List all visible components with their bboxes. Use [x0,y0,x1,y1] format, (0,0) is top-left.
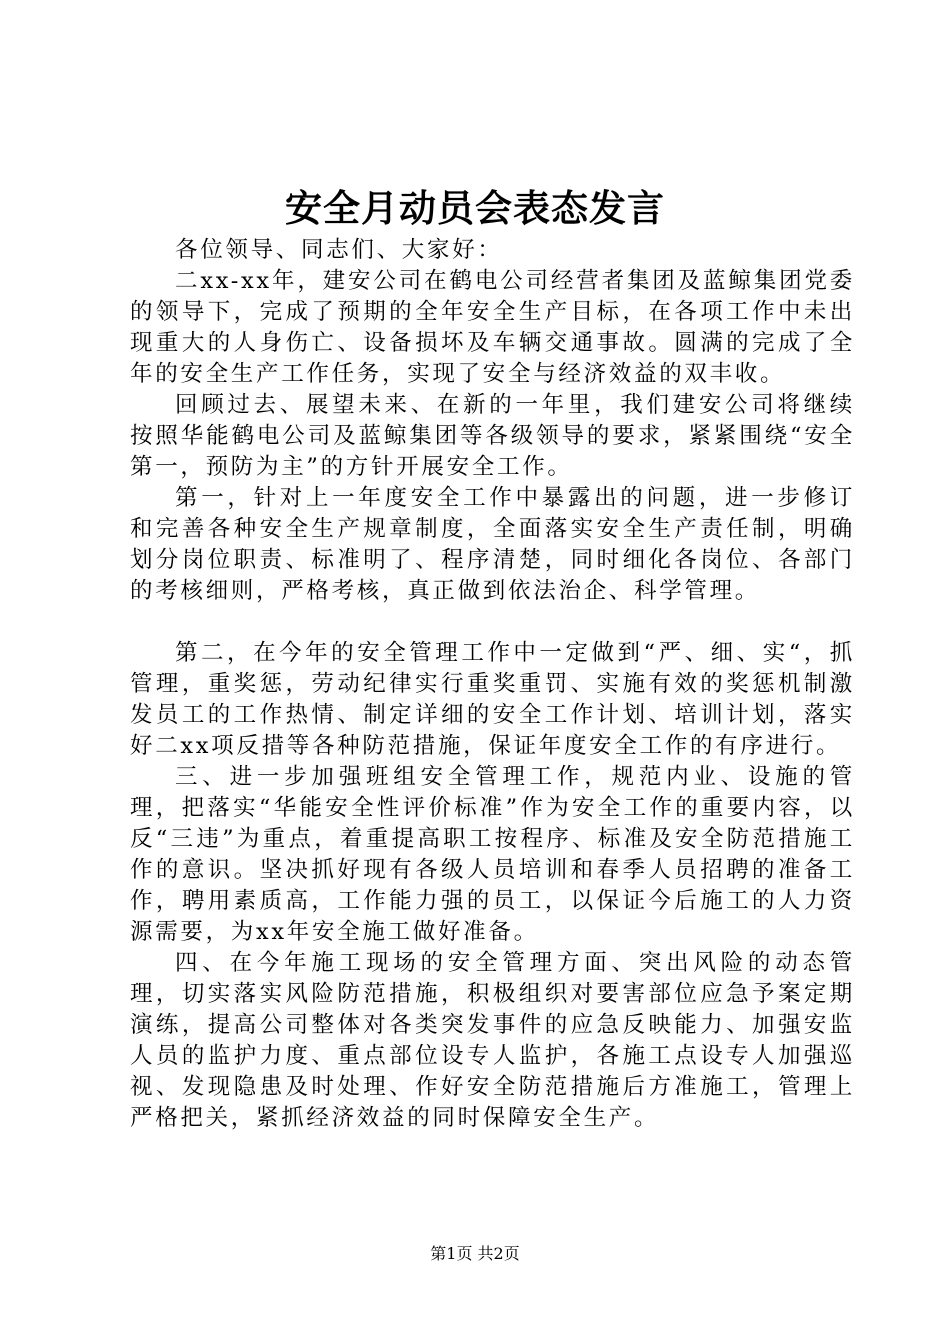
point-four-paragraph: 四、在今年施工现场的安全管理方面、突出风险的动态管理，切实落实风险防范措施，积极组织对要害部位应急予案定期演练，提高公司整体对各类突发事件的应急反映能力、加强安监人员的监护力度、重点部位设专人监护，各施工点设专人加强巡视、发现隐患及时处理、作好安全防范措施后方准施工，管理上严格把关，紧抓经济效益的同时保障安全生产。 [130,950,855,1131]
salutation-paragraph: 各位领导、同志们、大家好： [175,237,503,263]
outlook-paragraph: 回顾过去、展望未来、在新的一年里，我们建安公司将继续按照华能鹤电公司及蓝鲸集团等各级领导的要求，紧紧围绕“安全第一，预防为主”的方针开展安全工作。 [130,392,855,480]
document-body [130,235,855,1134]
summary-paragraph: 二xx-xx年，建安公司在鹤电公司经营者集团及蓝鲸集团党委的领导下，完成了预期的全年安全生产目标，在各项工作中未出现重大的人身伤亡、设备损坏及车辆交通事故。圆满的完成了全年的安全生产工作任务，实现了安全与经济效益的双丰收。 [130,268,855,387]
document-title: 安全月动员会表态发言 [285,186,665,230]
point-one-paragraph: 第一，针对上一年度安全工作中暴露出的问题，进一步修订和完善各种安全生产规章制度，全面落实安全生产责任制，明确划分岗位职责、标准明了、程序清楚，同时细化各岗位、各部门的考核细则，严格考核，真正做到依法治企、科学管理。 [130,485,855,604]
point-three-paragraph: 三、进一步加强班组安全管理工作，规范内业、设施的管理，把落实“华能安全性评价标准”作为安全工作的重要内容，以反“三违”为重点，着重提高职工按程序、标准及安全防范措施工作的意识。坚决抓好现有各级人员培训和春季人员招聘的准备工作，聘用素质高，工作能力强的员工，以保证今后施工的人力资源需要，为xx年安全施工做好准备。 [130,764,855,945]
point-two-paragraph: 第二，在今年的安全管理工作中一定做到“严、细、实“，抓管理，重奖惩，劳动纪律实行重奖重罚、实施有效的奖惩机制激发员工的工作热情、制定详细的安全工作计划、培训计划，落实好二xx项反措等各种防范措施，保证年度安全工作的有序进行。 [130,640,855,759]
page-number-footer: 第1页 共2页 [430,1244,520,1263]
